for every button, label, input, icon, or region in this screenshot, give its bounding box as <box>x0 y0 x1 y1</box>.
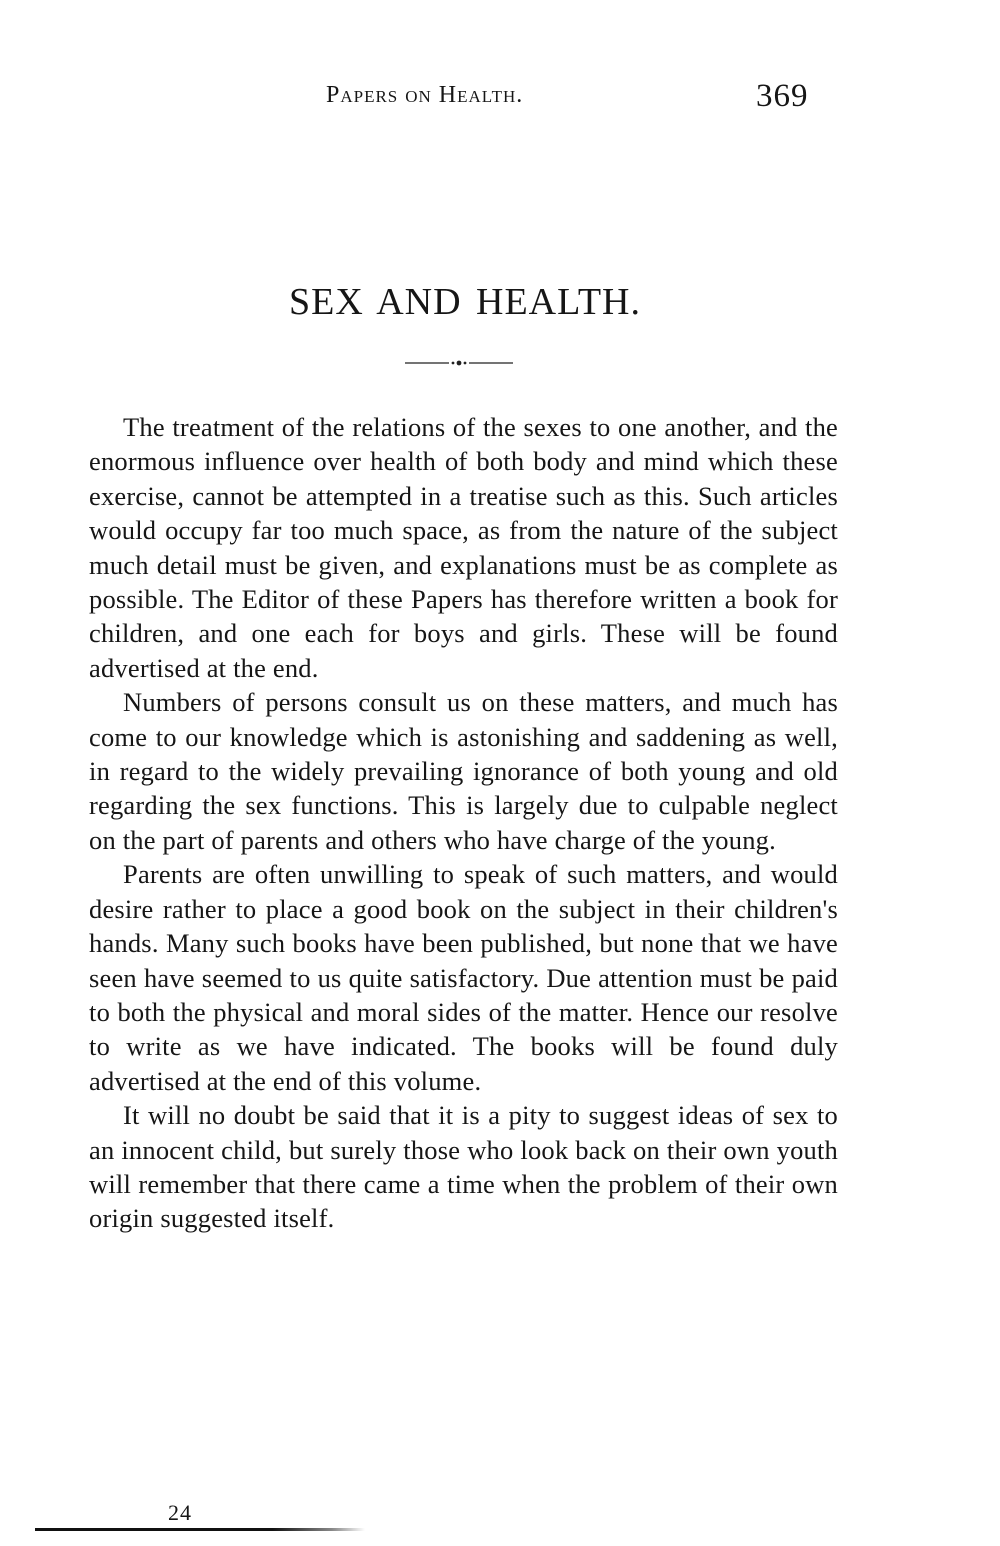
chapter-title: SEX AND HEALTH. <box>289 281 641 323</box>
paragraph-1: The treatment of the relations of the sexes to one another, and the enormous influence over health of both body and mind which these exercise, cannot be attempted in a treatise such as this. Such articles would occupy far too much space, as from the nature of the subject much detail must be given, and explanations must be as complete as possible. The Editor of these Papers has therefore written a book for children, and one each for boys and girls. These will be found advertised at the end. <box>89 412 838 683</box>
bottom-rule <box>35 1528 365 1531</box>
page-number: 369 <box>756 78 809 114</box>
paragraph-3: Parents are often unwilling to speak of such matters, and would desire rather to place a good book on the subject in their children's hands. Many such books have been published, but none that we have seen have seemed to us quite satisfactory. Due attention must be paid to both the physical and moral sides of the matter. Hence our resolve to write as we have indicated. The books will be found duly advertised at the end of this volume. <box>89 859 838 1096</box>
signature-mark: 24 <box>168 1500 192 1525</box>
running-head: Papers on Health. <box>326 82 524 108</box>
paragraph-4: It will no doubt be said that it is a pity to suggest ideas of sex to an innocent child, but surely those who look back on their own youth will remember that there came a time when the problem of their own origin suggested itself. <box>89 1100 838 1234</box>
paragraph-2: Numbers of persons consult us on these matters, and much has come to our knowledge which is astonishing and saddening as well, in regard to the widely prevailing ignorance of both young and old regarding the sex functions. This is largely due to culpable neglect on the part of parents and others who have charge of the young. <box>89 687 838 855</box>
title-ornament-divider <box>405 357 513 369</box>
body-text <box>89 410 838 1236</box>
